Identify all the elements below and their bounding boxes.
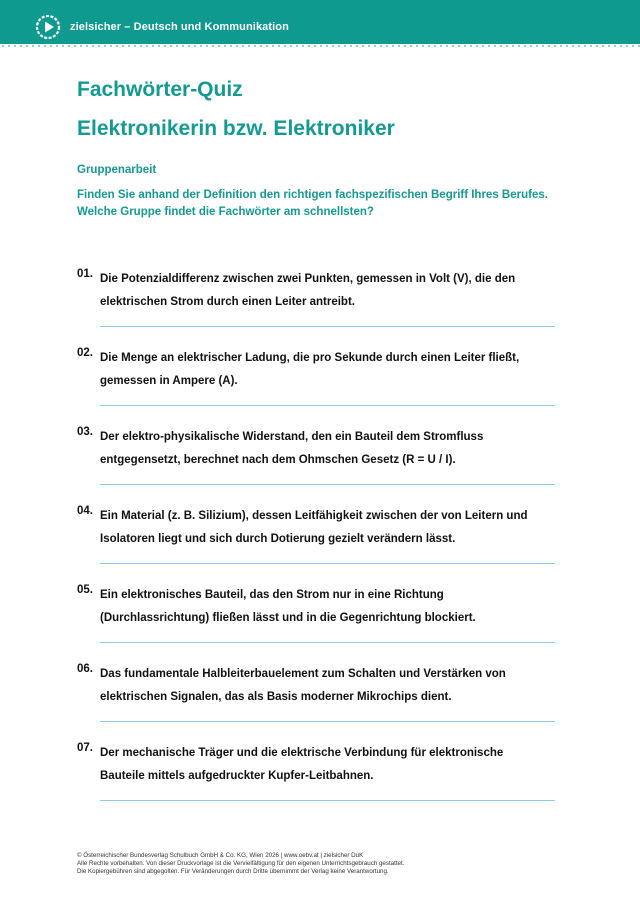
footer-line-1: © Österreichischer Bundesverlag Schulbuch GmbH & Co. KG, Wien 2026 | www.oebv.at | zielsicher DuK: [77, 852, 364, 859]
question-text: [100, 742, 555, 788]
question-text-line-2: elektrischen Signalen, das als Basis moderner Mikrochips dient.: [100, 691, 452, 703]
instruction-line-1: Finden Sie anhand der Definition den richtigen fachspezifischen Begriff Ihres Berufes.: [77, 189, 548, 201]
question-number: 01.: [77, 268, 93, 280]
answer-line[interactable]: [100, 721, 555, 722]
answer-line[interactable]: [100, 405, 555, 406]
question-number: 05.: [77, 584, 93, 596]
question-number: 03.: [77, 426, 93, 438]
question-text-line-1: Ein Material (z. B. Silizium), dessen Leitfähigkeit zwischen der von Leitern und: [100, 510, 528, 522]
header-dotted-edge: [0, 40, 640, 50]
question-number: 07.: [77, 742, 93, 754]
question-text: [100, 505, 555, 551]
page-header: [0, 0, 640, 44]
question-number: 02.: [77, 347, 93, 359]
answer-line[interactable]: [100, 326, 555, 327]
question-text-line-2: (Durchlassrichtung) fließen lässt und in die Gegenrichtung blockiert.: [100, 612, 476, 624]
question-text-line-1: Der elektro-physikalische Widerstand, den ein Bauteil dem Stromfluss: [100, 431, 484, 443]
question-number: 06.: [77, 663, 93, 675]
answer-line[interactable]: [100, 800, 555, 801]
copyright-footer: [77, 852, 404, 876]
question-text: [100, 347, 555, 393]
question-text-line-1: Ein elektronisches Bauteil, das den Strom nur in eine Richtung: [100, 589, 444, 601]
question-text-line-1: Die Potenzialdifferenz zwischen zwei Punkten, gemessen in Volt (V), die den: [100, 273, 516, 285]
footer-line-3: Die Kopiergebühren sind abgegolten. Für Veränderungen durch Dritte übernimmt der Verlag keine Verantwortung.: [77, 868, 389, 875]
question-number: 04.: [77, 505, 93, 517]
question-text-line-2: Bauteile mittels aufgedruckter Kupfer-Leitbahnen.: [100, 770, 374, 782]
question-text: [100, 268, 555, 314]
question-text-line-2: Isolatoren liegt und sich durch Dotierung gezielt verändern lässt.: [100, 533, 456, 545]
answer-line[interactable]: [100, 484, 555, 485]
instructions: [77, 187, 597, 221]
question-text-line-1: Das fundamentale Halbleiterbauelement zum Schalten und Verstärken von: [100, 668, 506, 680]
answer-line[interactable]: [100, 642, 555, 643]
brand-name: zielsicher – Deutsch und Kommunikation: [70, 21, 289, 33]
page-title: Fachwörter-Quiz: [77, 78, 243, 101]
question-text-line-2: elektrischen Strom durch einen Leiter antreibt.: [100, 296, 355, 308]
question-text-line-2: entgegensetzt, berechnet nach dem Ohmschen Gesetz (R = U / I).: [100, 454, 456, 466]
question-text: [100, 426, 555, 472]
page-subtitle: Elektronikerin bzw. Elektroniker: [77, 117, 395, 140]
question-text: [100, 663, 555, 709]
question-text: [100, 584, 555, 630]
question-text-line-1: Die Menge an elektrischer Ladung, die pro Sekunde durch einen Leiter fließt,: [100, 352, 520, 364]
play-circle-icon: [35, 14, 61, 40]
answer-line[interactable]: [100, 563, 555, 564]
task-type-label: Gruppenarbeit: [77, 164, 157, 176]
instruction-line-2: Welche Gruppe findet die Fachwörter am schnellsten?: [77, 206, 374, 218]
footer-line-2: Alle Rechte vorbehalten. Von dieser Druckvorlage ist die Vervielfältigung für den eigenen Unterrichtsgebrauch gestattet.: [77, 860, 405, 867]
question-text-line-2: gemessen in Ampere (A).: [100, 375, 238, 387]
question-text-line-1: Der mechanische Träger und die elektrische Verbindung für elektronische: [100, 747, 504, 759]
